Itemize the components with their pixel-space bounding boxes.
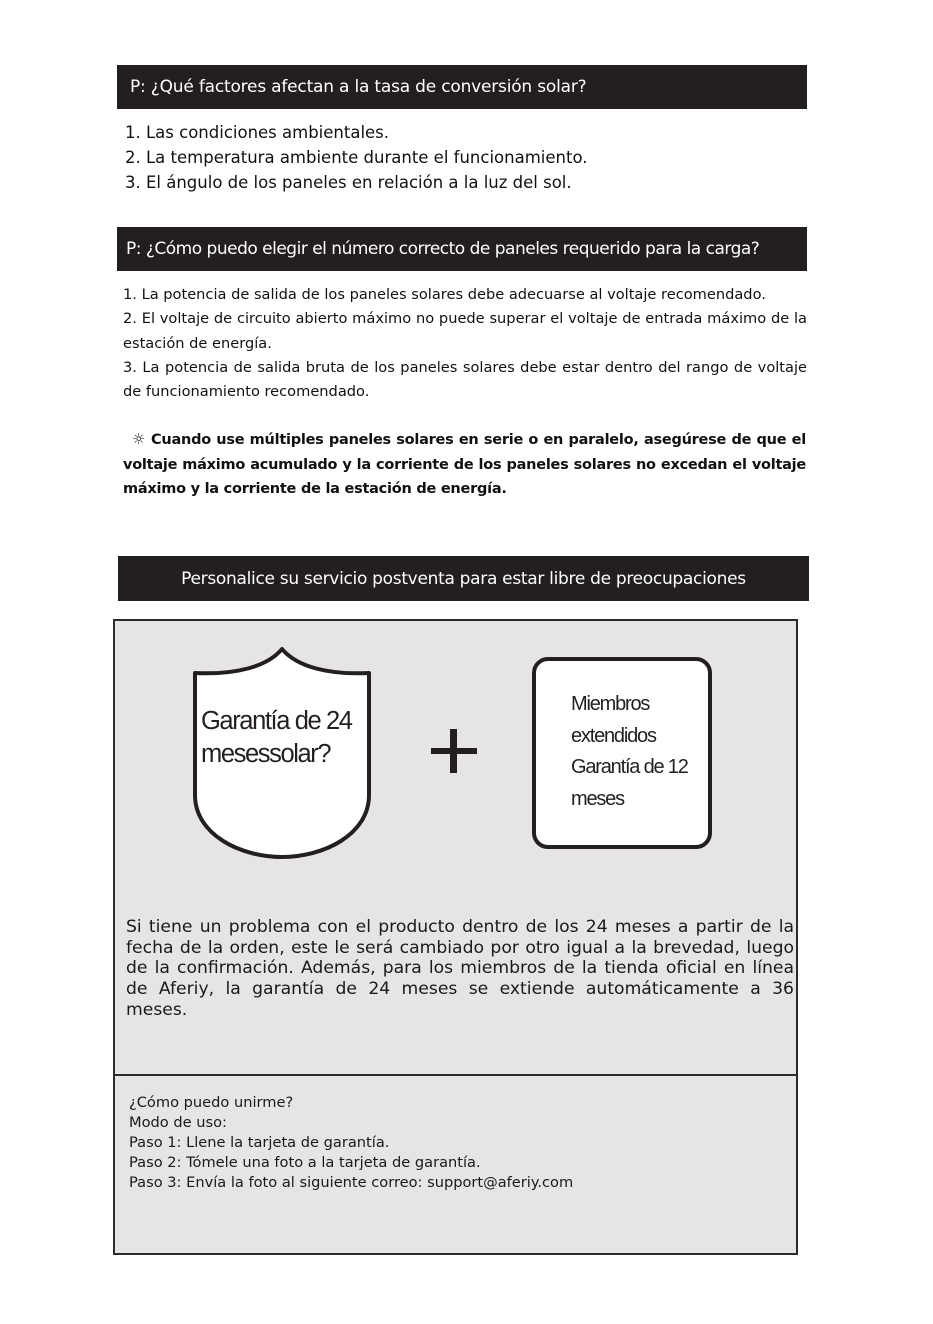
list-item: Paso 3: Envía la foto al siguiente correo: support@aferiy.com [129, 1174, 574, 1191]
warning-note-text: Cuando use múltiples paneles solares en serie o en paralelo, asegúrese de que el voltaje máximo acumulado y la corriente de los paneles solares no excedan el voltaje máximo y la corriente de la estación de energía. [123, 432, 806, 497]
service-banner: Personalice su servicio postventa para estar libre de preocupaciones [118, 556, 809, 601]
warning-note [123, 428, 806, 502]
member-label-line: Miembros [571, 693, 650, 715]
list-item: Paso 1: Llene la tarjeta de garantía. [129, 1134, 390, 1151]
list-item: 2. El voltaje de circuito abierto máximo no puede superar el voltaje de entrada máximo de la estación de energía. [123, 310, 807, 352]
faq2-answer-list [123, 283, 807, 404]
member-label-line: Garantía de 12 [571, 756, 688, 778]
member-label-line: meses [571, 787, 624, 810]
join-steps [129, 1093, 573, 1193]
faq1-answer-list [125, 120, 588, 195]
list-item: ¿Cómo puedo unirme? [129, 1094, 294, 1111]
faq1-question-bar: P: ¿Qué factores afectan a la tasa de conversión solar? [117, 65, 807, 109]
plus-icon [431, 729, 477, 773]
member-label [571, 689, 711, 815]
shield-label-line: Garantía de 24 [201, 707, 352, 735]
warranty-panel [113, 619, 798, 1255]
shield-label [201, 705, 381, 771]
warranty-description: Si tiene un problema con el producto dentro de los 24 meses a partir de la fecha de la orden, este le será cambiado por otro igual a la brevedad, luego de la confirmación. Además, para los miembros de la tienda oficial en línea de Aferiy, la garantía de 24 meses se extiende automáticamente a 36 meses. [126, 917, 794, 1020]
list-item: Modo de uso: [129, 1114, 227, 1131]
list-item: Paso 2: Tómele una foto a la tarjeta de garantía. [129, 1154, 481, 1171]
list-item: 3. La potencia de salida bruta de los paneles solares debe estar dentro del rango de voltaje de funcionamiento recomendado. [123, 358, 807, 401]
member-label-line: extendidos [571, 724, 656, 747]
list-item: 3. El ángulo de los paneles en relación a la luz del sol. [125, 173, 572, 192]
faq2-question-bar: P: ¿Cómo puedo elegir el número correcto de paneles requerido para la carga? [117, 227, 807, 271]
shield-label-line: mesessolar? [201, 740, 331, 768]
list-item: 2. La temperatura ambiente durante el funcionamiento. [125, 148, 588, 167]
list-item: 1. Las condiciones ambientales. [125, 123, 390, 142]
divider [115, 1074, 796, 1076]
list-item: 1. La potencia de salida de los paneles solares debe adecuarse al voltaje recomendado. [123, 286, 766, 303]
sun-icon: ☼ [132, 432, 145, 448]
